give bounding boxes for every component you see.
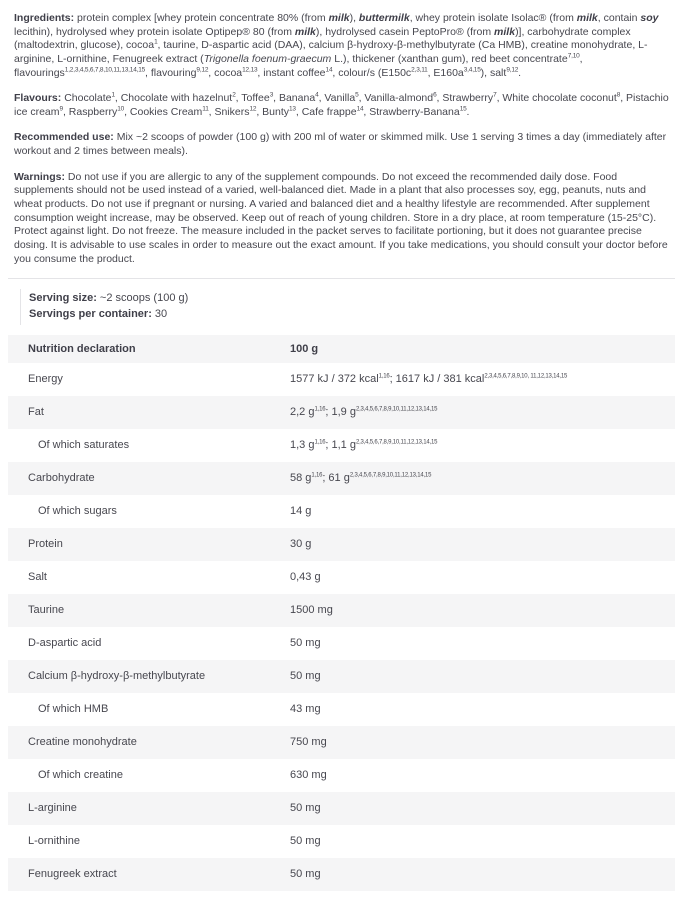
text-run: ; 1,1 g xyxy=(325,439,356,452)
text-run: , colour/s (E150c xyxy=(332,66,412,79)
footnote-superscript: 2,3,11 xyxy=(411,66,428,74)
footnote-superscript: 4 xyxy=(315,91,319,99)
footnote-superscript: 2 xyxy=(232,91,236,99)
info-paragraphs xyxy=(14,12,673,266)
table-row xyxy=(8,693,675,726)
text-run: , E160a xyxy=(427,66,464,79)
text-run: ), salt xyxy=(480,66,507,79)
nutrition-table xyxy=(8,335,675,891)
footnote-superscript: 9,12 xyxy=(506,66,519,74)
row-label: Of which sugars xyxy=(38,505,117,518)
row-value xyxy=(290,702,659,716)
table-row xyxy=(8,561,675,594)
text-run: )], carbohydrate complex (maltodextrin, glucose), cocoa xyxy=(14,25,631,52)
text-run: 1500 mg xyxy=(290,604,333,617)
footnote-superscript: 15 xyxy=(459,105,467,113)
text-run: buttermilk xyxy=(358,12,410,24)
text-run: Chocolate xyxy=(64,92,112,105)
footnote-superscript: 13 xyxy=(289,105,296,113)
row-value xyxy=(290,372,659,386)
servings-per-container-value: 30 xyxy=(151,308,168,321)
text-run: ), hydrolysed casein PeptoPro® (from xyxy=(315,25,495,38)
text-run: , Vanilla-almond xyxy=(358,92,434,105)
table-row xyxy=(8,858,675,891)
footnote-superscript: 14 xyxy=(325,66,333,74)
text-run: , Toffee xyxy=(235,92,270,105)
footnote-superscript: 5 xyxy=(355,91,359,99)
header-amount-per-100g: 100 g xyxy=(290,342,319,355)
table-row xyxy=(8,495,675,528)
row-value xyxy=(290,801,659,815)
footnote-superscript: 9,12 xyxy=(196,66,209,74)
table-row xyxy=(8,594,675,627)
row-label: Protein xyxy=(28,538,63,551)
footnote-superscript: 2,3,4,5,6,7,8,9,10,11,12,13,14,15 xyxy=(355,439,438,446)
serving-size-line xyxy=(29,291,673,307)
table-row xyxy=(8,462,675,495)
text-run: milk xyxy=(328,12,350,24)
footnote-superscript: 1 xyxy=(154,38,158,46)
text-run: , whey protein isolate Isolac® (from xyxy=(409,12,577,24)
footnote-superscript: 9 xyxy=(59,105,63,113)
paragraph-label: Ingredients: xyxy=(14,12,78,24)
text-run: L.), thickener (xanthan gum), red beet concentrate xyxy=(331,52,568,65)
text-run: ; 1,9 g xyxy=(325,406,356,419)
row-label: Of which creatine xyxy=(38,769,123,782)
text-run: 50 mg xyxy=(290,868,321,881)
table-row xyxy=(8,759,675,792)
text-run: 0,43 g xyxy=(290,571,321,584)
footnote-superscript: 1 xyxy=(111,91,115,99)
footnote-superscript: 12,13 xyxy=(242,66,258,74)
row-label: L-arginine xyxy=(28,802,77,815)
footnote-superscript: 11 xyxy=(202,105,209,113)
table-row xyxy=(8,528,675,561)
text-run: Mix ~2 scoops of powder (100 g) with 200 ml of water or skimmed milk. Use 1 serving 3 times a day (immediately after workout and 2 times between meals). xyxy=(14,131,667,158)
row-label: Creatine monohydrate xyxy=(28,736,137,749)
text-run: , Vanilla xyxy=(318,92,356,105)
text-run: , Pistachio ice cream xyxy=(14,92,669,118)
row-value xyxy=(290,834,659,848)
text-run: lecithin), hydrolysed whey protein isolate Optipep® 80 (from xyxy=(14,25,295,38)
row-value xyxy=(290,438,659,452)
text-run: , Strawberry xyxy=(436,92,494,105)
footnote-superscript: 2,3,4,5,6,7,8,9,10, 11,12,13,14,15 xyxy=(484,373,568,380)
text-run: 50 mg xyxy=(290,670,321,683)
text-run: , Cafe frappe xyxy=(295,105,357,118)
text-run: , Bunty xyxy=(256,105,290,118)
text-run: , flavouring xyxy=(145,66,197,79)
serving-size-label: Serving size: xyxy=(29,292,97,305)
text-run: protein complex [whey protein concentrate 80% (from xyxy=(77,12,329,24)
footnote-superscript: 3 xyxy=(269,91,274,99)
text-run: . xyxy=(466,105,470,118)
row-label: Fat xyxy=(28,406,44,419)
table-row xyxy=(8,396,675,429)
footnote-superscript: 3,4,15 xyxy=(463,66,481,74)
serving-size-value: ~2 scoops (100 g) xyxy=(96,292,189,305)
text-run: soy xyxy=(640,12,659,24)
paragraph-recommended-use xyxy=(14,131,673,158)
text-run: milk xyxy=(494,25,516,38)
footnote-superscript: 1,16 xyxy=(314,439,326,446)
serving-info xyxy=(20,289,673,325)
text-run: 1577 kJ / 372 kcal xyxy=(290,373,379,386)
text-run: Trigonella foenum-graecum xyxy=(203,52,332,65)
paragraph-label: Warnings: xyxy=(14,170,68,183)
row-value xyxy=(290,570,659,584)
text-run: 630 mg xyxy=(290,769,327,782)
text-run: 50 mg xyxy=(290,802,321,815)
text-run: ; 1617 kJ / 381 kcal xyxy=(389,373,485,386)
table-row xyxy=(8,792,675,825)
row-label: Of which HMB xyxy=(38,703,109,716)
text-run: 50 mg xyxy=(290,637,321,650)
table-row xyxy=(8,726,675,759)
text-run: , White chocolate coconut xyxy=(496,92,617,105)
row-label: Calcium β-hydroxy-β-methylbutyrate xyxy=(28,670,206,683)
paragraph-flavours xyxy=(14,92,673,119)
footnote-superscript: 7,10 xyxy=(567,52,580,60)
paragraph-warnings xyxy=(14,171,673,266)
row-label: D-aspartic acid xyxy=(28,637,102,650)
paragraph-label: Flavours: xyxy=(14,92,65,105)
text-run: , instant coffee xyxy=(257,66,326,79)
text-run: , Cookies Cream xyxy=(124,105,203,118)
text-run: 750 mg xyxy=(290,736,327,749)
footnote-superscript: 1,16 xyxy=(314,406,326,413)
row-label: Energy xyxy=(28,373,63,386)
row-label: Taurine xyxy=(28,604,65,617)
row-value xyxy=(290,636,659,650)
header-nutrition-declaration: Nutrition declaration xyxy=(28,342,136,355)
text-run: 30 g xyxy=(290,538,312,551)
footnote-superscript: 2,3,4,5,6,7,8,9,10,11,12,13,14,15 xyxy=(355,406,438,413)
text-run: 43 mg xyxy=(290,703,321,716)
text-run: 14 g xyxy=(290,505,312,518)
row-value xyxy=(290,669,659,683)
text-run: 2,2 g xyxy=(290,406,315,419)
footnote-superscript: 1,16 xyxy=(378,373,390,380)
row-value xyxy=(290,867,659,881)
table-row xyxy=(8,363,675,396)
row-value xyxy=(290,603,659,617)
row-value xyxy=(290,768,659,782)
text-run: ), xyxy=(349,12,359,24)
row-value xyxy=(290,504,659,518)
text-run: , Snikers xyxy=(208,105,250,118)
row-label: Fenugreek extract xyxy=(28,868,117,881)
text-run: ; 61 g xyxy=(322,472,350,485)
table-row xyxy=(8,825,675,858)
section-divider xyxy=(8,278,675,279)
footnote-superscript: 8 xyxy=(616,91,621,99)
table-row xyxy=(8,429,675,462)
text-run: 50 mg xyxy=(290,835,321,848)
row-value xyxy=(290,537,659,551)
footnote-superscript: 1,16 xyxy=(311,472,323,479)
row-label: Of which saturates xyxy=(38,439,130,452)
servings-per-container-line xyxy=(29,307,673,323)
footnote-superscript: 1,2,3,4,5,6,7,8,10,11,13,14,15 xyxy=(64,66,146,74)
text-run: , Raspberry xyxy=(62,105,118,118)
table-row xyxy=(8,627,675,660)
row-label: Salt xyxy=(28,571,47,584)
row-value xyxy=(290,735,659,749)
text-run: milk xyxy=(576,12,598,24)
footnote-superscript: 2,3,4,5,6,7,8,9,10,11,12,13,14,15 xyxy=(349,472,432,479)
row-label: L-ornithine xyxy=(28,835,80,848)
paragraph-label: Recommended use: xyxy=(14,131,117,144)
text-run: . xyxy=(518,66,522,79)
table-row xyxy=(8,660,675,693)
row-value xyxy=(290,405,659,419)
footnote-superscript: 12 xyxy=(249,105,257,113)
footnote-superscript: 14 xyxy=(356,105,364,113)
text-run: , Strawberry-Banana xyxy=(363,105,460,118)
row-label: Carbohydrate xyxy=(28,472,95,485)
text-run: , Banana xyxy=(273,92,316,105)
text-run: milk xyxy=(294,25,316,38)
text-run: , flavourings xyxy=(14,52,583,79)
text-run: 58 g xyxy=(290,472,312,485)
row-value xyxy=(290,471,659,485)
nutrition-table-header xyxy=(8,335,675,363)
footnote-superscript: 6 xyxy=(433,91,437,99)
text-run: , taurine, D-aspartic acid (DAA), calcium β-hydroxy-β-methylbutyrate (Ca HMB), creatine monohydrate, L-arginine, L-ornithine, Fenugreek extract ( xyxy=(14,39,648,65)
text-run: , contain xyxy=(597,12,641,24)
text-run: , cocoa xyxy=(208,66,243,79)
paragraph-ingredients xyxy=(14,12,673,80)
text-run: 1,3 g xyxy=(290,439,315,452)
footnote-superscript: 10 xyxy=(117,105,125,113)
text-run: , Chocolate with hazelnut xyxy=(114,92,233,105)
footnote-superscript: 7 xyxy=(493,91,497,99)
text-run: Do not use if you are allergic to any of the supplement compounds. Do not exceed the recommended daily dose. Food supplements should not be used instead of a varied, well-balanced diet. Made in a plant that also processes soy, egg, peanuts, nuts and wheat products. Do not use if pregnant or nursing. A varied and balanced diet and a healthy lifestyle are recommended. After supplement consumption weight increase, may be observed. Keep out of reach of young children. Store in a dry place, at room temperature (15-25°C). Protect against light. Do not freeze. The measure included in the packet serves to facilitate portioning, but it does not guarantee precise dosing. It is advisable to use scales in order to measure out the exact amount. If you take medications, you should consult your doctor before you consume the product. xyxy=(14,170,668,265)
servings-per-container-label: Servings per container: xyxy=(29,308,152,321)
